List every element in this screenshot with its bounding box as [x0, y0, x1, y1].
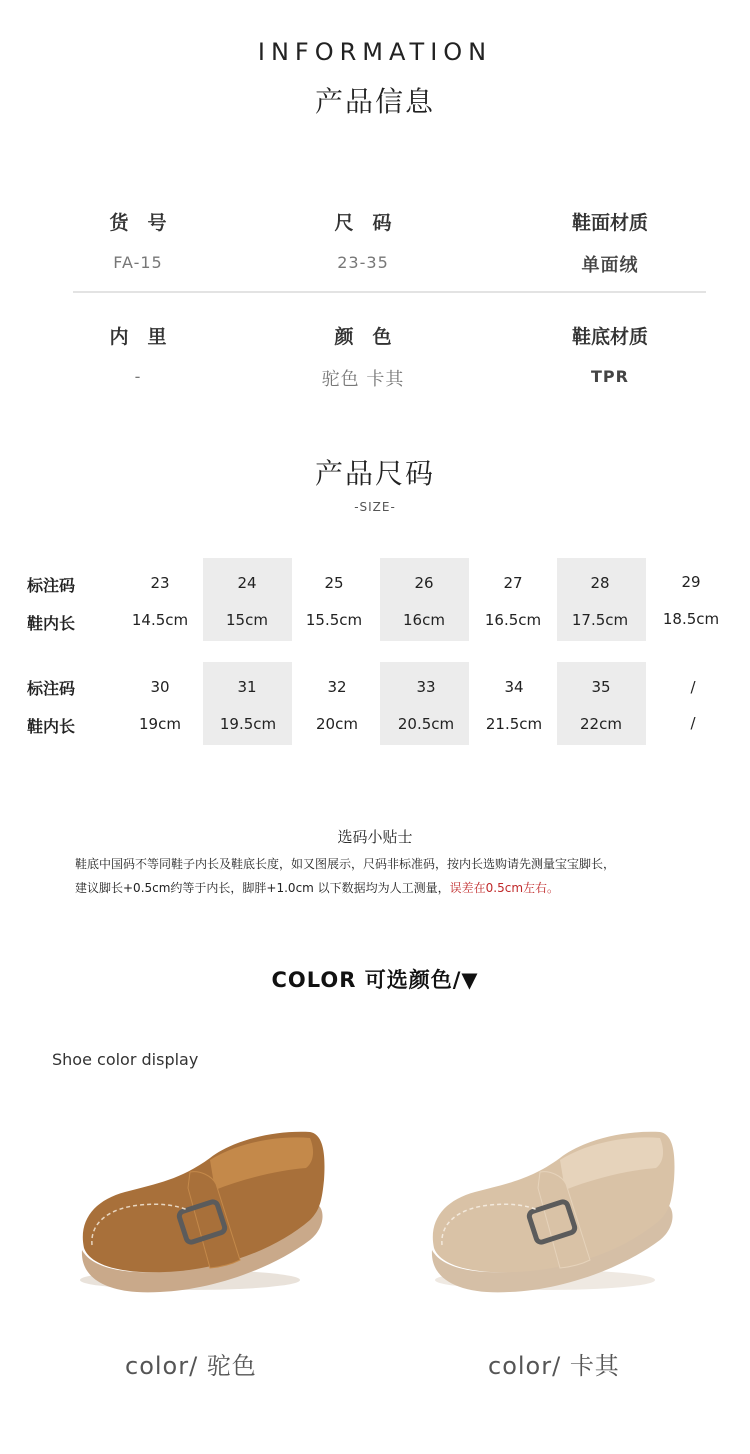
row-label-code: 标注码 — [27, 679, 76, 698]
size-length-cell: 18.5cm — [662, 610, 720, 628]
size-code-cell: 30 — [150, 678, 170, 696]
size-code-cell: 35 — [591, 678, 611, 696]
size-length-cell: 15.5cm — [305, 611, 363, 629]
row-label-length: 鞋内长 — [27, 614, 76, 633]
info-divider — [73, 291, 706, 293]
info-label-sole-material: 鞋底材质 — [571, 326, 648, 348]
tips-line-2-text: 建议脚长+0.5cm约等于内长，脚胖+1.0cm 以下数据均为人工测量， — [75, 881, 450, 895]
tips-title: 选码小贴士 — [337, 828, 413, 846]
info-value-item-no: FA-15 — [113, 253, 163, 272]
size-length-cell: 14.5cm — [131, 611, 189, 629]
size-code-cell: 33 — [416, 678, 436, 696]
size-title-cn: 产品尺码 — [314, 457, 435, 490]
info-label-color: 颜 色 — [334, 326, 392, 348]
size-length-cell: 19cm — [139, 715, 181, 733]
size-code-cell: 29 — [681, 573, 701, 591]
shoe-image-camel — [70, 1110, 335, 1300]
info-label-item-no: 货 号 — [109, 212, 167, 234]
size-length-cell: 15cm — [226, 611, 268, 629]
size-title-en: -SIZE- — [354, 500, 396, 514]
size-length-cell: 22cm — [580, 715, 622, 733]
size-code-cell: 27 — [503, 574, 523, 592]
shoe-display-label: Shoe color display — [52, 1050, 199, 1069]
size-code-cell: 24 — [237, 574, 257, 592]
size-code-cell: 28 — [590, 574, 610, 592]
color-caption-khaki: color/ 卡其 — [488, 1352, 620, 1380]
info-value-size: 23-35 — [337, 253, 389, 272]
header-title-en: INFORMATION — [257, 38, 493, 66]
info-label-upper-material: 鞋面材质 — [571, 212, 648, 234]
row-label-length: 鞋内长 — [27, 717, 76, 736]
size-code-cell: 32 — [327, 678, 347, 696]
info-label-lining: 内 里 — [109, 326, 167, 348]
size-code-cell: / — [690, 678, 696, 696]
info-value-sole-material: TPR — [591, 367, 629, 386]
color-heading: COLOR 可选颜色/▼ — [271, 968, 479, 992]
size-code-cell: 25 — [324, 574, 344, 592]
info-value-upper-material: 单面绒 — [581, 255, 639, 276]
size-code-cell: 23 — [150, 574, 170, 592]
shoe-image-khaki — [420, 1110, 685, 1300]
tips-line-2-warning: 误差在0.5cm左右。 — [449, 881, 560, 895]
size-length-cell: 17.5cm — [571, 611, 629, 629]
size-code-cell: 34 — [504, 678, 524, 696]
tips-line-2 — [75, 879, 559, 896]
row-label-code: 标注码 — [27, 576, 76, 595]
info-value-color: 驼色 卡其 — [321, 369, 405, 390]
size-code-cell: 26 — [414, 574, 434, 592]
size-length-cell: 20.5cm — [397, 715, 455, 733]
size-length-cell: / — [690, 714, 696, 732]
header-title-cn: 产品信息 — [314, 85, 435, 118]
info-value-lining: - — [134, 367, 142, 386]
size-length-cell: 19.5cm — [219, 715, 277, 733]
size-length-cell: 16.5cm — [484, 611, 542, 629]
tips-line-1: 鞋底中国码不等同鞋子内长及鞋底长度，如又图展示，尺码非标准码，按内长选购请先测量宝宝脚长， — [75, 857, 616, 871]
size-length-cell: 20cm — [316, 715, 358, 733]
size-code-cell: 31 — [237, 678, 257, 696]
color-caption-camel: color/ 驼色 — [125, 1352, 257, 1380]
size-length-cell: 21.5cm — [485, 715, 543, 733]
size-length-cell: 16cm — [403, 611, 445, 629]
info-label-size: 尺 码 — [334, 212, 392, 234]
